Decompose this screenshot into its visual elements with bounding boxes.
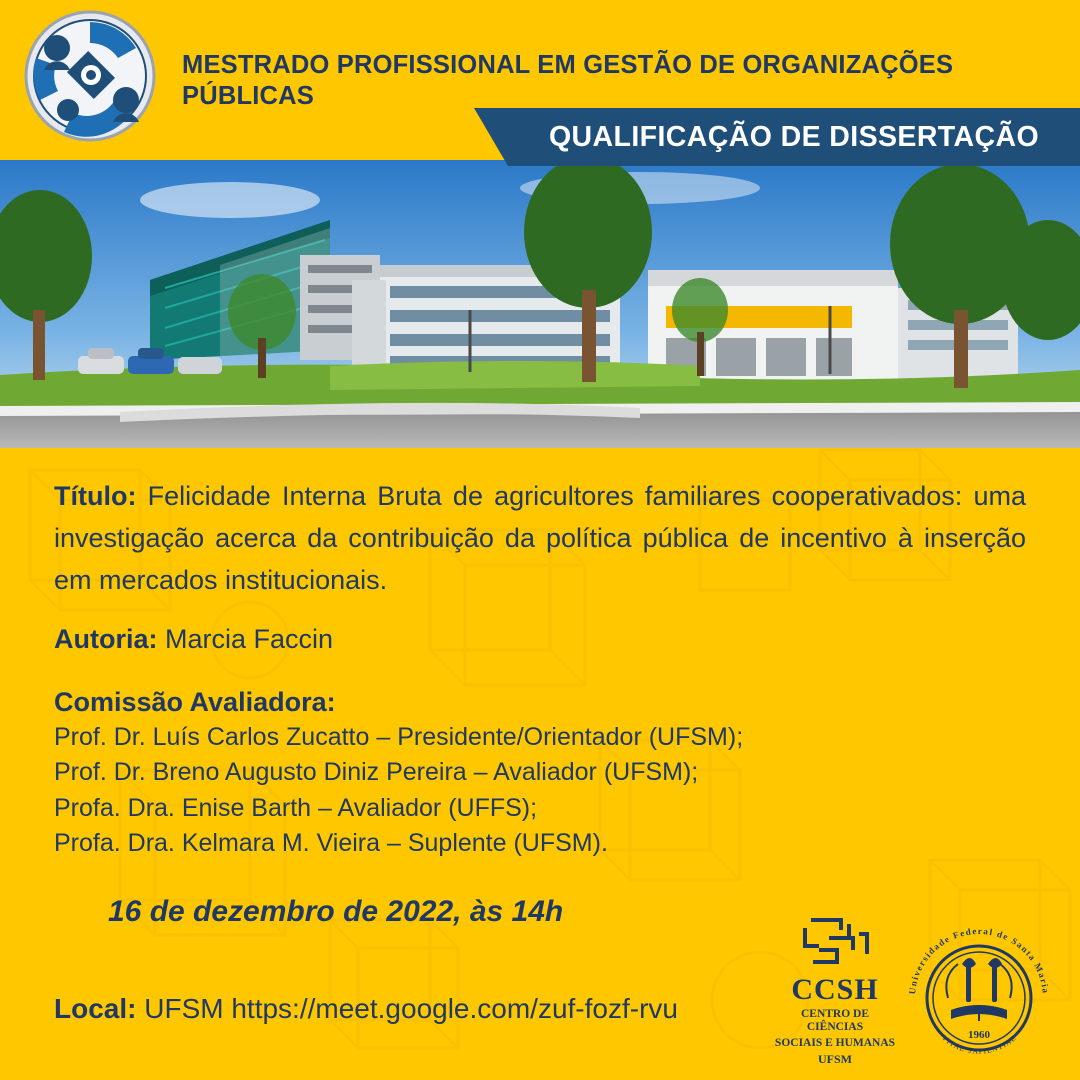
list-item: Profa. Dra. Kelmara M. Vieira – Suplente (UFSM).: [54, 829, 608, 858]
svg-text:VITAE SAPIENTIAE: VITAE SAPIENTIAE: [939, 1033, 1019, 1056]
author-label: Autoria:: [54, 623, 158, 654]
event-location: [54, 993, 678, 1025]
list-item: Prof. Dr. Breno Augusto Diniz Pereira – Avaliador (UFSM);: [54, 758, 699, 787]
ccsh-mark-icon: [775, 912, 895, 968]
ccsh-subtitle-1: CENTRO DE CIÊNCIAS: [800, 1008, 870, 1033]
local-label: Local:: [54, 993, 137, 1024]
title-text: Felicidade Interna Bruta de agricultores familiares cooperativados: uma investigação acerca da contribuição da política pública de incentivo à inserção em mercados institucionais.: [54, 481, 1026, 595]
author-name: Marcia Faccin: [165, 623, 334, 654]
committee-list: [54, 720, 1026, 862]
local-value[interactable]: UFSM https://meet.google.com/zuf-fozf-rvu: [144, 993, 678, 1024]
dissertation-title: [54, 476, 1026, 602]
list-item: Profa. Dra. Enise Barth – Avaliador (UFFS);: [54, 793, 538, 822]
committee-label: Comissão Avaliadora:: [54, 686, 336, 717]
event-date: 16 de dezembro de 2022, às 14h: [108, 895, 564, 928]
poster-header: [0, 0, 1080, 153]
title-label: Título:: [54, 481, 137, 511]
ccsh-subtitle-2: SOCIAIS E HUMANAS: [774, 1036, 896, 1049]
ccsh-ufsm-label: UFSM: [818, 1051, 852, 1066]
campus-photo-illustration: [0, 160, 1080, 448]
list-item: Prof. Dr. Luís Carlos Zucatto – Presidente/Orientador (UFSM);: [54, 722, 744, 751]
ccsh-acronym: CCSH: [791, 973, 879, 1006]
mestrado-logo-icon: [14, 8, 166, 144]
ufsm-seal-icon: [896, 906, 1062, 1072]
campus-photo: [0, 160, 1080, 448]
author-line: [54, 624, 1026, 655]
ccsh-logo: [772, 912, 898, 1066]
page-title: MESTRADO PROFISSIONAL EM GESTÃO DE ORGANIZAÇÕES PÚBLICAS: [182, 51, 954, 110]
event-type-ribbon: [508, 108, 1080, 166]
ribbon-label: QUALIFICAÇÃO DE DISSERTAÇÃO: [548, 120, 1040, 153]
svg-text:Universidade Federal de Santa: Universidade Federal de Santa Maria: [907, 925, 1051, 995]
svg-text:1960: 1960: [968, 1029, 990, 1041]
